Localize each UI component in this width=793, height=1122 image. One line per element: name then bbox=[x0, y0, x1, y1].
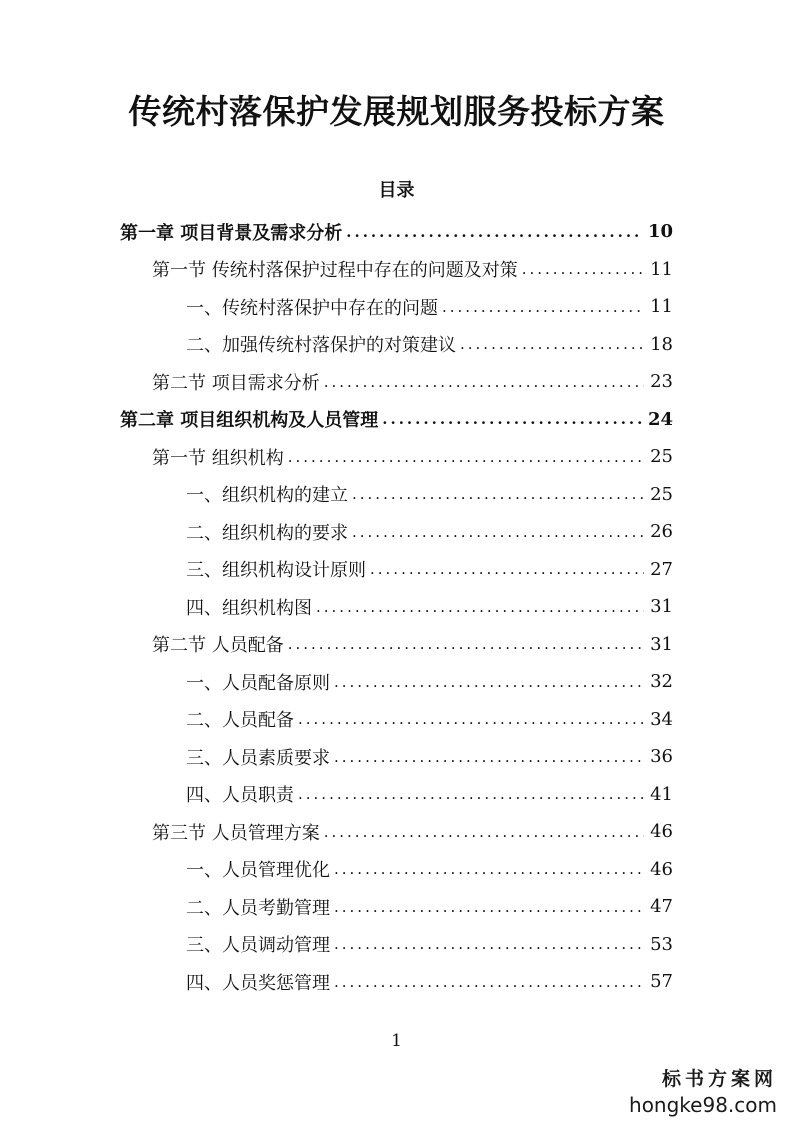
toc-entry[interactable] bbox=[120, 363, 673, 401]
toc-entry[interactable] bbox=[120, 401, 673, 439]
toc-leader-dots bbox=[298, 710, 644, 728]
toc-entry[interactable] bbox=[120, 663, 673, 701]
toc-entry-page: 32 bbox=[650, 671, 673, 693]
toc-entry[interactable] bbox=[120, 963, 673, 1001]
toc-entry[interactable] bbox=[120, 251, 673, 289]
toc-entry-label: 第二章 项目组织机构及人员管理 bbox=[120, 410, 379, 432]
table-of-contents bbox=[120, 213, 673, 1001]
toc-entry[interactable] bbox=[120, 888, 673, 926]
toc-entry-label: 第一节 传统村落保护过程中存在的问题及对策 bbox=[152, 260, 518, 282]
toc-leader-dots bbox=[370, 560, 644, 578]
toc-entry-page: 36 bbox=[650, 746, 673, 768]
toc-entry-label: 一、组织机构的建立 bbox=[186, 485, 348, 507]
toc-entry-page: 10 bbox=[647, 221, 673, 243]
toc-entry-label: 第三节 人员管理方案 bbox=[152, 822, 320, 844]
toc-entry-label: 三、组织机构设计原则 bbox=[186, 560, 366, 582]
toc-entry[interactable] bbox=[120, 513, 673, 551]
toc-entry-label: 二、组织机构的要求 bbox=[186, 522, 348, 544]
toc-entry[interactable] bbox=[120, 813, 673, 851]
toc-entry[interactable] bbox=[120, 476, 673, 514]
toc-leader-dots bbox=[288, 635, 644, 653]
toc-entry-page: 25 bbox=[650, 446, 673, 468]
toc-entry-page: 34 bbox=[650, 708, 673, 730]
toc-entry-page: 57 bbox=[650, 971, 673, 993]
toc-entry-page: 11 bbox=[650, 258, 673, 280]
toc-entry-label: 二、加强传统村落保护的对策建议 bbox=[186, 335, 456, 357]
toc-leader-dots bbox=[352, 523, 644, 541]
toc-entry[interactable] bbox=[120, 288, 673, 326]
toc-entry-page: 41 bbox=[650, 783, 673, 805]
toc-entry-page: 31 bbox=[650, 596, 673, 618]
toc-leader-dots bbox=[334, 860, 644, 878]
toc-entry-label: 二、人员配备 bbox=[186, 710, 294, 732]
watermark-brand: 标书方案网 bbox=[661, 1068, 777, 1090]
toc-entry[interactable] bbox=[120, 701, 673, 739]
toc-entry-label: 第二节 人员配备 bbox=[152, 635, 284, 657]
toc-entry-label: 一、传统村落保护中存在的问题 bbox=[186, 297, 438, 319]
toc-entry[interactable] bbox=[120, 213, 673, 251]
toc-leader-dots bbox=[288, 448, 644, 466]
toc-entry-page: 18 bbox=[650, 333, 673, 355]
toc-entry-page: 24 bbox=[647, 408, 673, 430]
page-number: 1 bbox=[391, 1031, 402, 1051]
toc-entry-label: 三、人员调动管理 bbox=[186, 935, 330, 957]
toc-leader-dots bbox=[334, 748, 644, 766]
document-title: 传统村落保护发展规划服务投标方案 bbox=[128, 92, 665, 131]
toc-entry-page: 46 bbox=[650, 858, 673, 880]
toc-entry-page: 26 bbox=[650, 521, 673, 543]
toc-entry-page: 11 bbox=[650, 296, 673, 318]
toc-entry-label: 二、人员考勤管理 bbox=[186, 897, 330, 919]
toc-entry[interactable] bbox=[120, 588, 673, 626]
toc-leader-dots bbox=[382, 410, 642, 428]
toc-entry[interactable] bbox=[120, 926, 673, 964]
toc-leader-dots bbox=[334, 935, 644, 953]
toc-entry-page: 47 bbox=[650, 896, 673, 918]
toc-entry-page: 23 bbox=[650, 371, 673, 393]
toc-entry-label: 第一节 组织机构 bbox=[152, 447, 284, 469]
toc-leader-dots bbox=[442, 298, 644, 316]
watermark-url: hongke98.com bbox=[629, 1093, 777, 1117]
toc-entry-label: 三、人员素质要求 bbox=[186, 747, 330, 769]
toc-leader-dots bbox=[324, 823, 644, 841]
toc-entry[interactable] bbox=[120, 738, 673, 776]
toc-entry-page: 25 bbox=[650, 483, 673, 505]
toc-entry[interactable] bbox=[120, 438, 673, 476]
toc-leader-dots bbox=[316, 598, 644, 616]
toc-leader-dots bbox=[346, 223, 642, 241]
toc-leader-dots bbox=[522, 260, 644, 278]
toc-leader-dots bbox=[334, 898, 644, 916]
watermark bbox=[629, 1064, 777, 1117]
toc-leader-dots bbox=[334, 973, 644, 991]
toc-entry-label: 一、人员管理优化 bbox=[186, 860, 330, 882]
toc-leader-dots bbox=[352, 485, 644, 503]
toc-leader-dots bbox=[324, 373, 644, 391]
toc-entry-label: 四、组织机构图 bbox=[186, 597, 312, 619]
toc-entry-label: 第二节 项目需求分析 bbox=[152, 372, 320, 394]
toc-entry[interactable] bbox=[120, 851, 673, 889]
toc-entry[interactable] bbox=[120, 326, 673, 364]
toc-entry-label: 一、人员配备原则 bbox=[186, 672, 330, 694]
toc-entry[interactable] bbox=[120, 626, 673, 664]
toc-entry-page: 46 bbox=[650, 821, 673, 843]
toc-entry-page: 27 bbox=[650, 558, 673, 580]
toc-entry-label: 四、人员奖惩管理 bbox=[186, 972, 330, 994]
toc-leader-dots bbox=[298, 785, 644, 803]
toc-entry-page: 53 bbox=[650, 933, 673, 955]
toc-leader-dots bbox=[334, 673, 644, 691]
toc-heading: 目录 bbox=[378, 180, 415, 201]
toc-entry-label: 第一章 项目背景及需求分析 bbox=[120, 222, 343, 244]
toc-leader-dots bbox=[460, 335, 644, 353]
toc-entry[interactable] bbox=[120, 776, 673, 814]
toc-entry-label: 四、人员职责 bbox=[186, 785, 294, 807]
toc-entry-page: 31 bbox=[650, 633, 673, 655]
toc-entry[interactable] bbox=[120, 551, 673, 589]
